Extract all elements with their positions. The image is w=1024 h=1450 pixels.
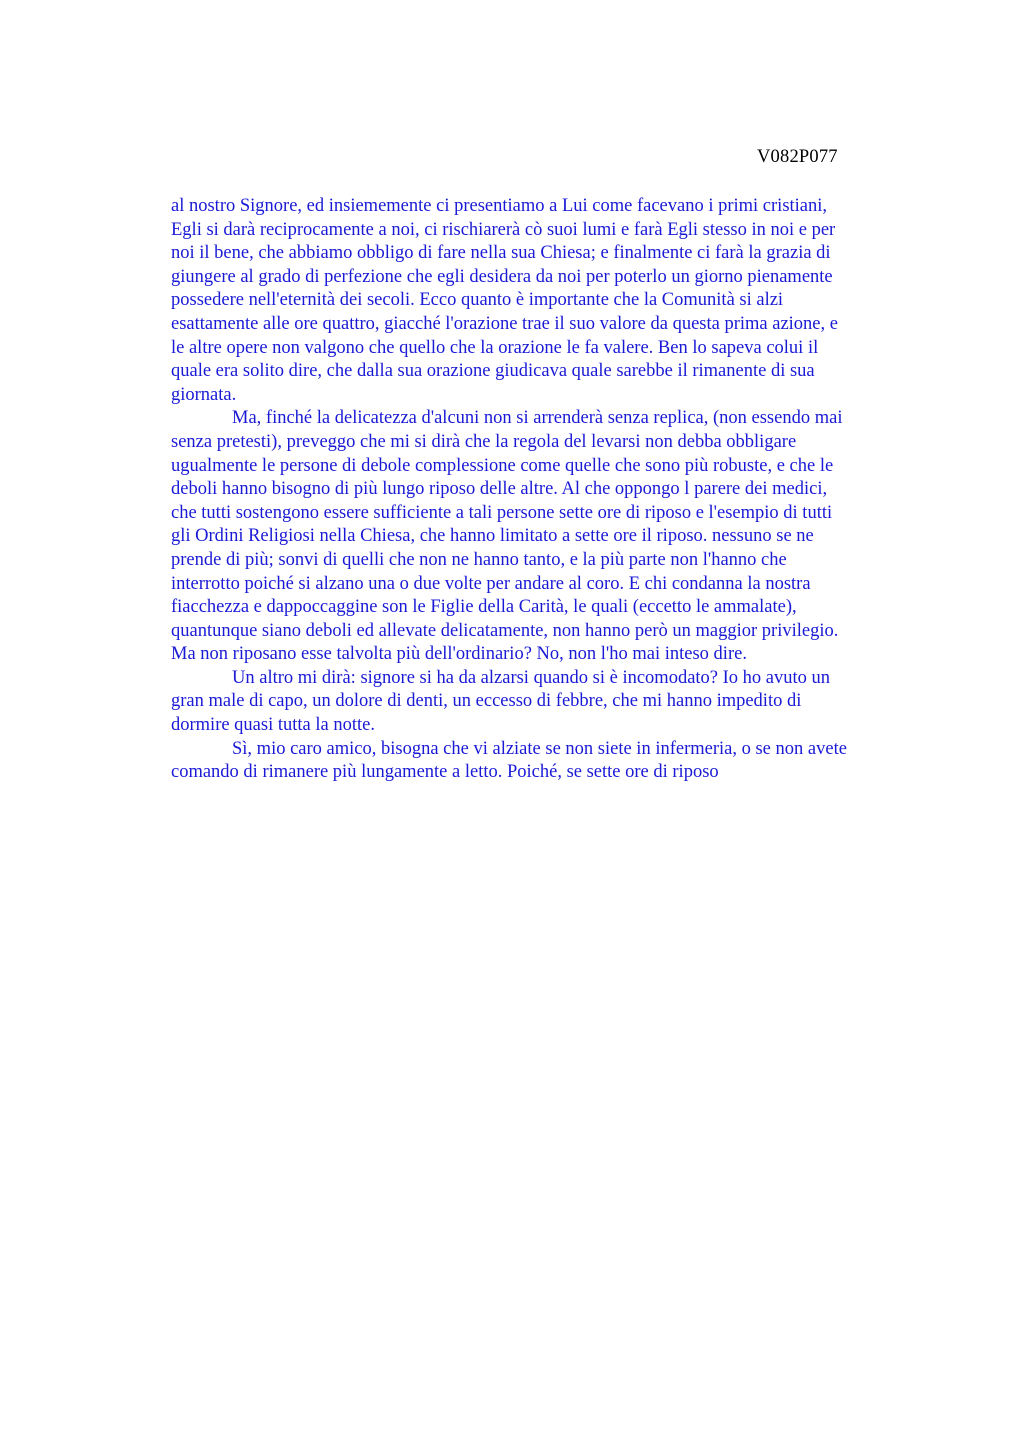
document-body-text: [171, 195, 931, 785]
paragraph-first-line: Sì, mio caro amico, bisogna che vi alziate se non siete in infermeria, o se non avete: [232, 738, 847, 759]
text-line: le altre opere non valgono che quello che la orazione le fa valere. Ben lo sapeva colui il: [171, 337, 819, 358]
text-line: gli Ordini Religiosi nella Chiesa, che hanno limitato a sette ore il riposo. nessuno se ne: [171, 526, 814, 547]
text-line: deboli hanno bisogno di più lungo riposo delle altre. Al che oppongo l parere dei medici,: [171, 479, 828, 500]
text-line: Egli si darà reciprocamente a noi, ci rischiarerà cò suoi lumi e farà Egli stesso in noi e per: [171, 219, 836, 240]
text-line: quantunque siano deboli ed allevate delicatamente, non hanno però un maggior privilegio.: [171, 620, 839, 641]
text-line: possedere nell'eternità dei secoli. Ecco quanto è importante che la Comunità si alzi: [171, 290, 784, 311]
page-identifier: V082P077: [757, 147, 838, 167]
text-line: al nostro Signore, ed insiememente ci presentiamo a Lui come facevano i primi cristiani,: [171, 196, 828, 216]
text-line: noi il bene, che abbiamo obbligo di fare nella sua Chiesa; e finalmente ci farà la grazia di: [171, 243, 831, 264]
text-line: ugualmente le persone di debole complessione come quelle che sono più robuste, e che le: [171, 455, 834, 476]
text-line: interrotto poiché si alzano una o due volte per andare al coro. E chi condanna la nostra: [171, 573, 811, 594]
text-line: comando di rimanere più lungamente a letto. Poiché, se sette ore di riposo: [171, 762, 719, 783]
text-line: gran male di capo, un dolore di denti, un eccesso di febbre, che mi hanno impedito di: [171, 691, 802, 712]
paragraph-first-line: Ma, finché la delicatezza d'alcuni non si arrenderà senza replica, (non essendo mai: [232, 408, 843, 429]
text-line: quale era solito dire, che dalla sua orazione giudicava quale sarebbe il rimanente di sua: [171, 361, 815, 382]
text-line: giornata.: [171, 384, 237, 405]
text-line: prende di più; sonvi di quelli che non ne hanno tanto, e la più parte non l'hanno che: [171, 549, 787, 570]
text-line: dormire quasi tutta la notte.: [171, 715, 375, 736]
text-line: senza pretesti), preveggo che mi si dirà che la regola del levarsi non debba obbligare: [171, 431, 797, 452]
text-line: giungere al grado di perfezione che egli desidera da noi per poterlo un giorno pienamente: [171, 266, 833, 287]
text-line: fiacchezza e dappoccaggine son le Figlie della Carità, le quali (eccetto le ammalate),: [171, 597, 797, 618]
text-line: esattamente alle ore quattro, giacché l'orazione trae il suo valore da questa prima azione, e: [171, 313, 838, 334]
paragraph-first-line: Un altro mi dirà: signore si ha da alzarsi quando si è incomodato? Io ho avuto un: [232, 667, 831, 688]
text-line: che tutti sostengono essere sufficiente a tali persone sette ore di riposo e l'esempio di tutti: [171, 502, 833, 523]
text-line: Ma non riposano esse talvolta più dell'ordinario? No, non l'ho mai inteso dire.: [171, 644, 747, 665]
